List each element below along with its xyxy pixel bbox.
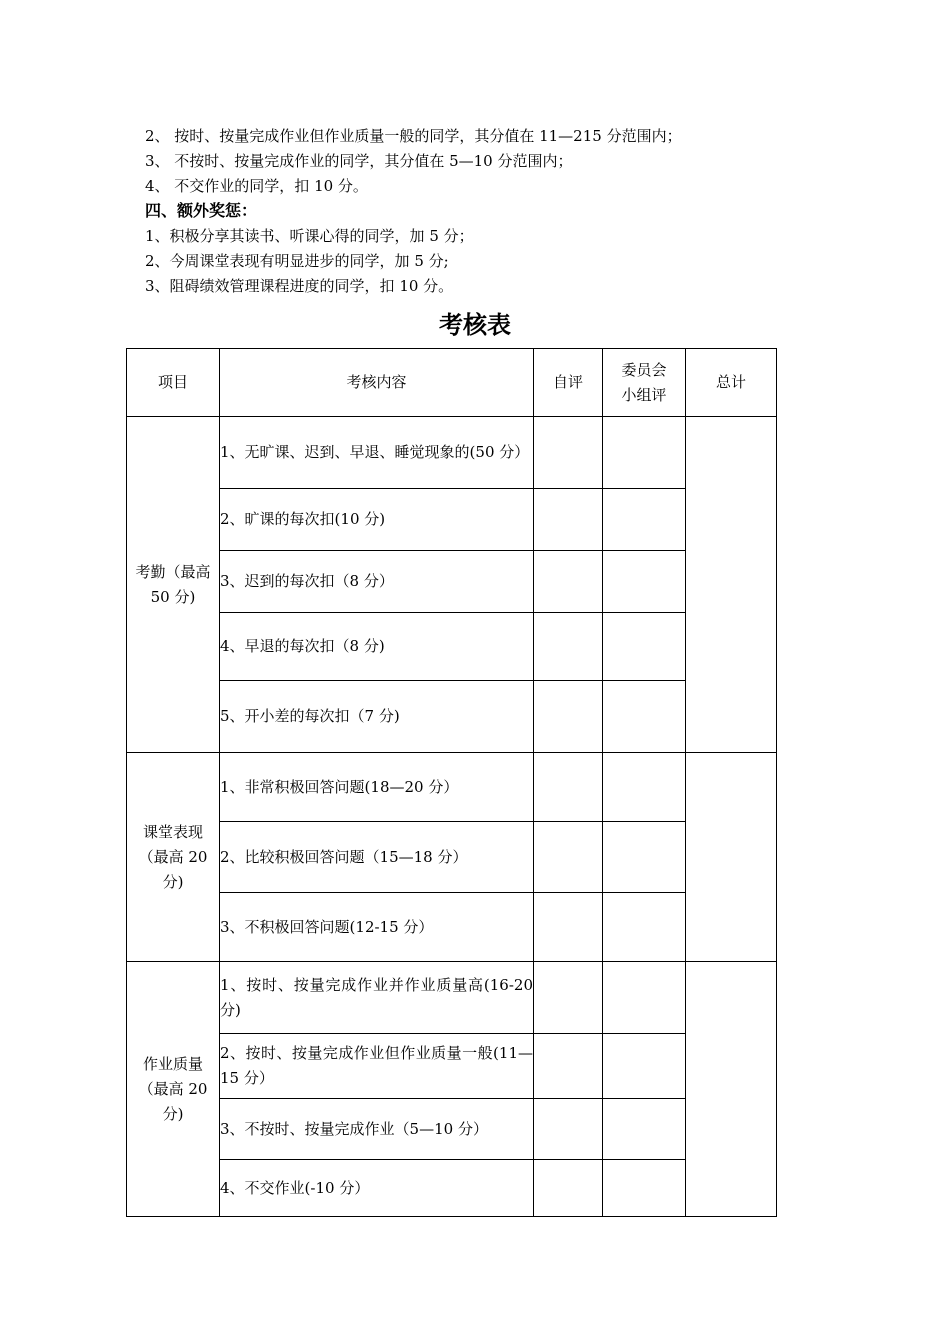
item-text: 1、无旷课、迟到、早退、睡觉现象的(50 分）	[220, 443, 530, 461]
self-eval-cell	[534, 822, 603, 893]
committee-eval-cell	[603, 417, 686, 489]
content-cell	[220, 1160, 534, 1217]
committee-eval-cell	[603, 551, 686, 613]
total-cell	[686, 962, 777, 1217]
table-row	[127, 417, 777, 489]
header-committee-eval	[603, 349, 686, 417]
header-total: 总计	[686, 349, 777, 417]
table-row	[127, 489, 777, 551]
item-text: 3、不积极回答问题(12-15 分）	[220, 917, 434, 936]
self-eval-cell	[534, 1160, 603, 1217]
item-text: 1、按时、按量完成作业并作业质量高(16-20 分)	[220, 975, 533, 1019]
table-row	[127, 551, 777, 613]
table-row	[127, 1160, 777, 1217]
self-eval-cell	[534, 417, 603, 489]
category-classroom: 课堂表现（最高 20 分)	[138, 822, 208, 891]
self-eval-cell	[534, 1034, 603, 1099]
committee-eval-cell	[603, 681, 686, 753]
category-cell	[127, 962, 220, 1217]
self-eval-cell	[534, 962, 603, 1034]
total-cell	[686, 753, 777, 962]
rule-paragraph-2: 2、 按时、按量完成作业但作业质量一般的同学，其分值在 11—215 分范围内；	[145, 127, 682, 145]
self-eval-cell	[534, 681, 603, 753]
content-cell	[220, 551, 534, 613]
bonus-item-3: 3、阻碍绩效管理课程进度的同学，扣 10 分。	[145, 277, 454, 295]
committee-eval-cell	[603, 1160, 686, 1217]
table-row	[127, 753, 777, 822]
category-homework: 作业质量（最高 20 分)	[138, 1054, 208, 1123]
committee-eval-cell	[603, 893, 686, 962]
table-row	[127, 822, 777, 893]
category-attendance: 考勤（最高 50 分)	[135, 562, 211, 606]
table-header-row	[127, 349, 777, 417]
item-text: 2、旷课的每次扣(10 分)	[220, 510, 386, 528]
content-cell	[220, 681, 534, 753]
table-row	[127, 681, 777, 753]
self-eval-cell	[534, 753, 603, 822]
content-cell	[220, 417, 534, 489]
committee-eval-cell	[603, 489, 686, 551]
header-committee-eval-text: 委员会小组评	[621, 360, 667, 404]
committee-eval-cell	[603, 1099, 686, 1160]
self-eval-cell	[534, 551, 603, 613]
table-row	[127, 1099, 777, 1160]
table-row	[127, 1034, 777, 1099]
content-cell	[220, 753, 534, 822]
table-row	[127, 962, 777, 1034]
table-title: 考核表	[439, 311, 511, 339]
self-eval-cell	[534, 489, 603, 551]
assessment-table	[126, 348, 777, 1217]
item-text: 2、按时、按量完成作业但作业质量一般(11—15 分）	[220, 1044, 533, 1087]
self-eval-cell	[534, 893, 603, 962]
table-row	[127, 613, 777, 681]
committee-eval-cell	[603, 613, 686, 681]
item-text: 5、开小差的每次扣（7 分)	[220, 707, 400, 725]
content-cell	[220, 1099, 534, 1160]
total-cell	[686, 417, 777, 753]
content-cell	[220, 822, 534, 893]
item-text: 4、早退的每次扣（8 分)	[220, 637, 385, 655]
committee-eval-cell	[603, 1034, 686, 1099]
category-cell	[127, 753, 220, 962]
self-eval-cell	[534, 1099, 603, 1160]
committee-eval-cell	[603, 962, 686, 1034]
committee-eval-cell	[603, 822, 686, 893]
table-row	[127, 893, 777, 962]
header-item: 项目	[127, 349, 220, 417]
content-cell	[220, 893, 534, 962]
header-self-eval: 自评	[534, 349, 603, 417]
section-heading: 四、额外奖惩：	[145, 201, 258, 220]
self-eval-cell	[534, 613, 603, 681]
content-cell	[220, 613, 534, 681]
content-cell	[220, 489, 534, 551]
category-cell	[127, 417, 220, 753]
item-text: 3、不按时、按量完成作业（5—10 分）	[220, 1119, 488, 1138]
rule-paragraph-4: 4、 不交作业的同学，扣 10 分。	[145, 177, 368, 195]
item-text: 1、非常积极回答问题(18—20 分）	[220, 777, 459, 796]
bonus-item-2: 2、今周课堂表现有明显进步的同学，加 5 分;	[145, 252, 449, 270]
item-text: 3、迟到的每次扣（8 分）	[220, 572, 394, 590]
committee-eval-cell	[603, 753, 686, 822]
item-text: 2、比较积极回答问题（15—18 分）	[220, 847, 468, 866]
header-content: 考核内容	[220, 349, 534, 417]
bonus-item-1: 1、积极分享其读书、听课心得的同学，加 5 分；	[145, 227, 474, 245]
content-cell	[220, 1034, 534, 1099]
content-cell	[220, 962, 534, 1034]
rule-paragraph-3: 3、 不按时、按量完成作业的同学，其分值在 5—10 分范围内；	[145, 152, 573, 170]
item-text: 4、不交作业(-10 分）	[220, 1178, 370, 1197]
